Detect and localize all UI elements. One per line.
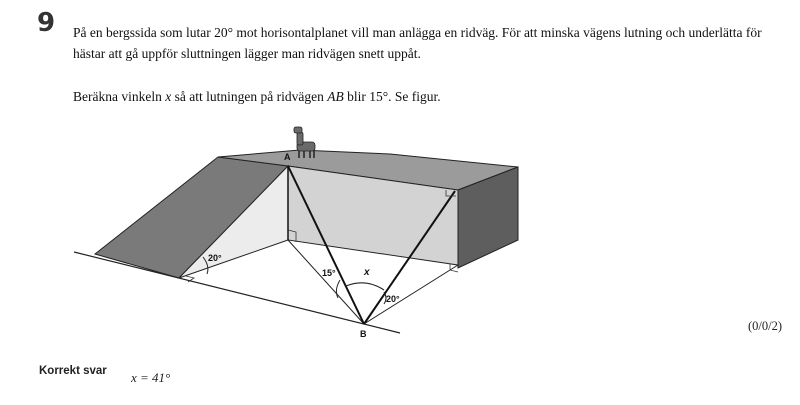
label-angle-15: 15° bbox=[322, 268, 336, 278]
arc-x bbox=[346, 283, 384, 290]
label-angle-x: x bbox=[364, 267, 370, 278]
points: (0/0/2) bbox=[747, 319, 782, 333]
ground-line bbox=[74, 252, 400, 333]
answer-value bbox=[131, 370, 170, 386]
task-middle: så att lutningen på ridvägen bbox=[174, 89, 324, 104]
task-suffix: blir 15°. Se figur. bbox=[347, 89, 441, 104]
ground-edge-left bbox=[288, 240, 364, 324]
answer-value-text: x = 41° bbox=[131, 370, 171, 385]
task-variable-x: x bbox=[165, 89, 172, 104]
answer-label: Korrekt svar bbox=[39, 365, 107, 377]
label-angle-20-right: 20° bbox=[386, 294, 400, 304]
label-b: B bbox=[360, 329, 367, 339]
task-prefix: Beräkna vinkeln bbox=[73, 89, 162, 104]
question-paragraph-1: På en bergssida som lutar 20° mot horisontalplanet vill man anlägga en ridväg. För att minska vägens lutning och underlätta för hästar att gå uppför sluttningen lägger man ridvägen snett uppåt. bbox=[73, 25, 762, 61]
ground-edge-right bbox=[364, 265, 458, 324]
question-number: 9 bbox=[37, 8, 56, 38]
label-a: A bbox=[284, 152, 291, 162]
label-angle-20-left: 20° bbox=[208, 253, 222, 263]
task-segment-ab: AB bbox=[327, 89, 344, 104]
